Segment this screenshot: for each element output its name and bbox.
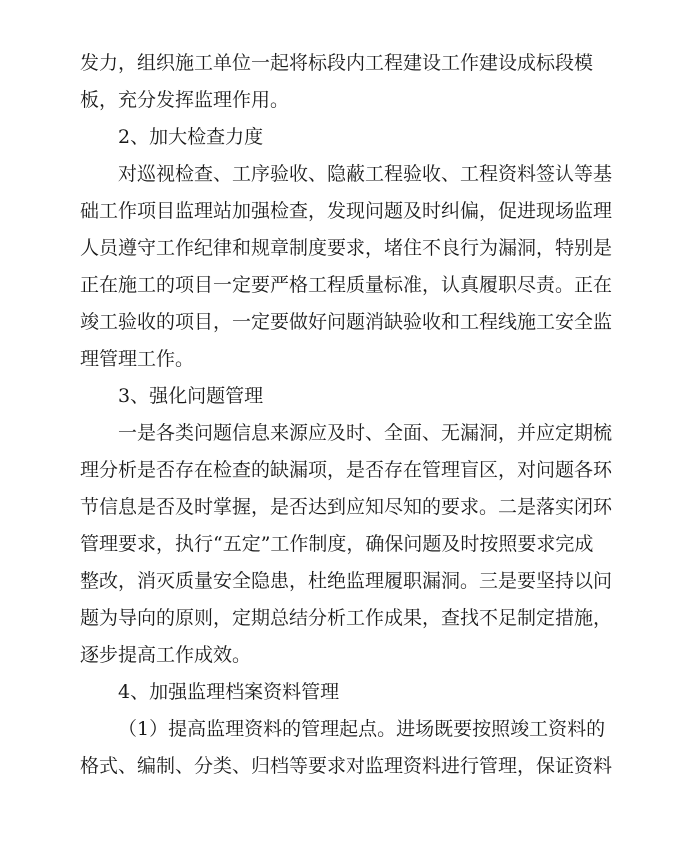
text-line: 竣工验收的项目，一定要做好问题消缺验收和工程线施工安全监 xyxy=(80,311,613,333)
text-line: （1）提高监理资料的管理起点。进场既要按照竣工资料的 xyxy=(118,718,606,740)
text-line: 管理要求，执行“五定”工作制度，确保问题及时按照要求完成 xyxy=(80,533,594,555)
text-line: 理分析是否存在检查的缺漏项，是否存在管理盲区，对问题各环 xyxy=(80,459,613,481)
text-line: 题为导向的原则，定期总结分析工作成果，查找不足制定措施， xyxy=(80,607,613,629)
text-line: 理管理工作。 xyxy=(80,348,195,370)
text-line: 对巡视检查、工序验收、隐蔽工程验收、工程资料签认等基 xyxy=(118,163,613,185)
section-heading: 4、加强监理档案资料管理 xyxy=(118,681,340,703)
text-line: 格式、编制、分类、归档等要求对监理资料进行管理，保证资料 xyxy=(80,755,613,777)
text-line: 础工作项目监理站加强检查，发现问题及时纠偏，促进现场监理 xyxy=(80,200,613,222)
text-line: 整改，消灭质量安全隐患，杜绝监理履职漏洞。三是要坚持以问 xyxy=(80,570,613,592)
section-heading: 2、加大检查力度 xyxy=(118,126,264,148)
text-line: 一是各类问题信息来源应及时、全面、无漏洞，并应定期梳 xyxy=(118,422,613,444)
text-line: 正在施工的项目一定要严格工程质量标准，认真履职尽责。正在 xyxy=(80,274,613,296)
section-heading: 3、强化问题管理 xyxy=(118,385,264,407)
text-line: 板，充分发挥监理作用。 xyxy=(80,89,290,111)
text-line: 逐步提高工作成效。 xyxy=(80,644,252,666)
text-line: 节信息是否及时掌握，是否达到应知尽知的要求。二是落实闭环 xyxy=(80,496,613,518)
text-line: 发力，组织施工单位一起将标段内工程建设工作建设成标段模 xyxy=(80,52,594,74)
text-line: 人员遵守工作纪律和规章制度要求，堵住不良行为漏洞，特别是 xyxy=(80,237,613,259)
